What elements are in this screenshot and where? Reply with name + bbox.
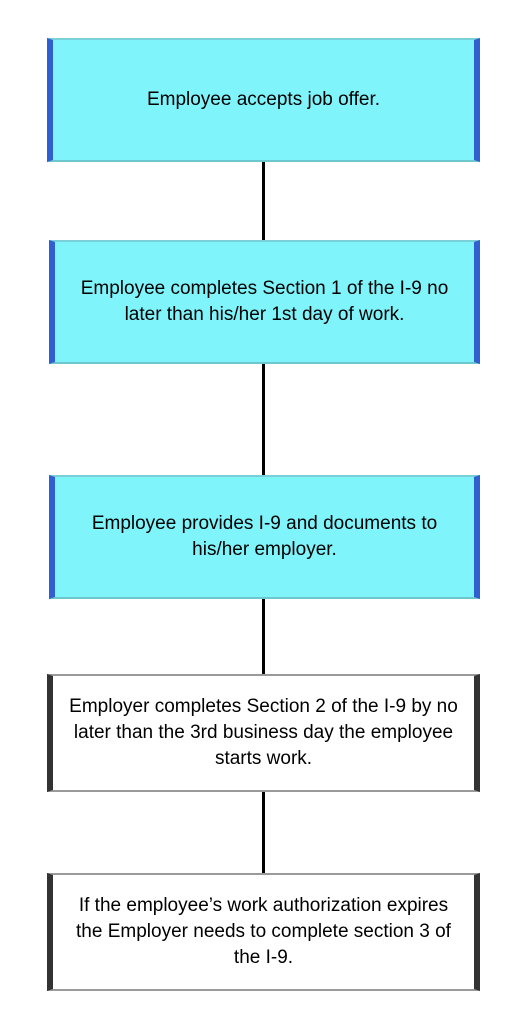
step-complete-section-3 [47, 873, 480, 991]
step-provide-documents [49, 475, 480, 599]
connector-1-2 [262, 162, 265, 240]
step-complete-section-1-text: Employee completes Section 1 of the I-9 no later than his/her 1st day of work. [80, 278, 449, 325]
step-complete-section-2 [47, 674, 480, 792]
step-accept-job-offer [47, 38, 480, 162]
connector-4-5 [262, 792, 265, 873]
step-provide-documents-text: Employee provides I-9 and documents to his/her employer. [91, 513, 438, 560]
connector-2-3 [262, 364, 265, 475]
step-complete-section-1 [49, 240, 480, 364]
step-complete-section-3-text: If the employee’s work authorization expires the Employer needs to complete section 3 of the I-9. [76, 895, 451, 968]
step-complete-section-2-text: Employer completes Section 2 of the I-9 by no later than the 3rd business day the employee starts work. [69, 696, 458, 769]
step-accept-job-offer-text: Employee accepts job offer. [146, 89, 381, 110]
connector-3-4 [262, 599, 265, 674]
